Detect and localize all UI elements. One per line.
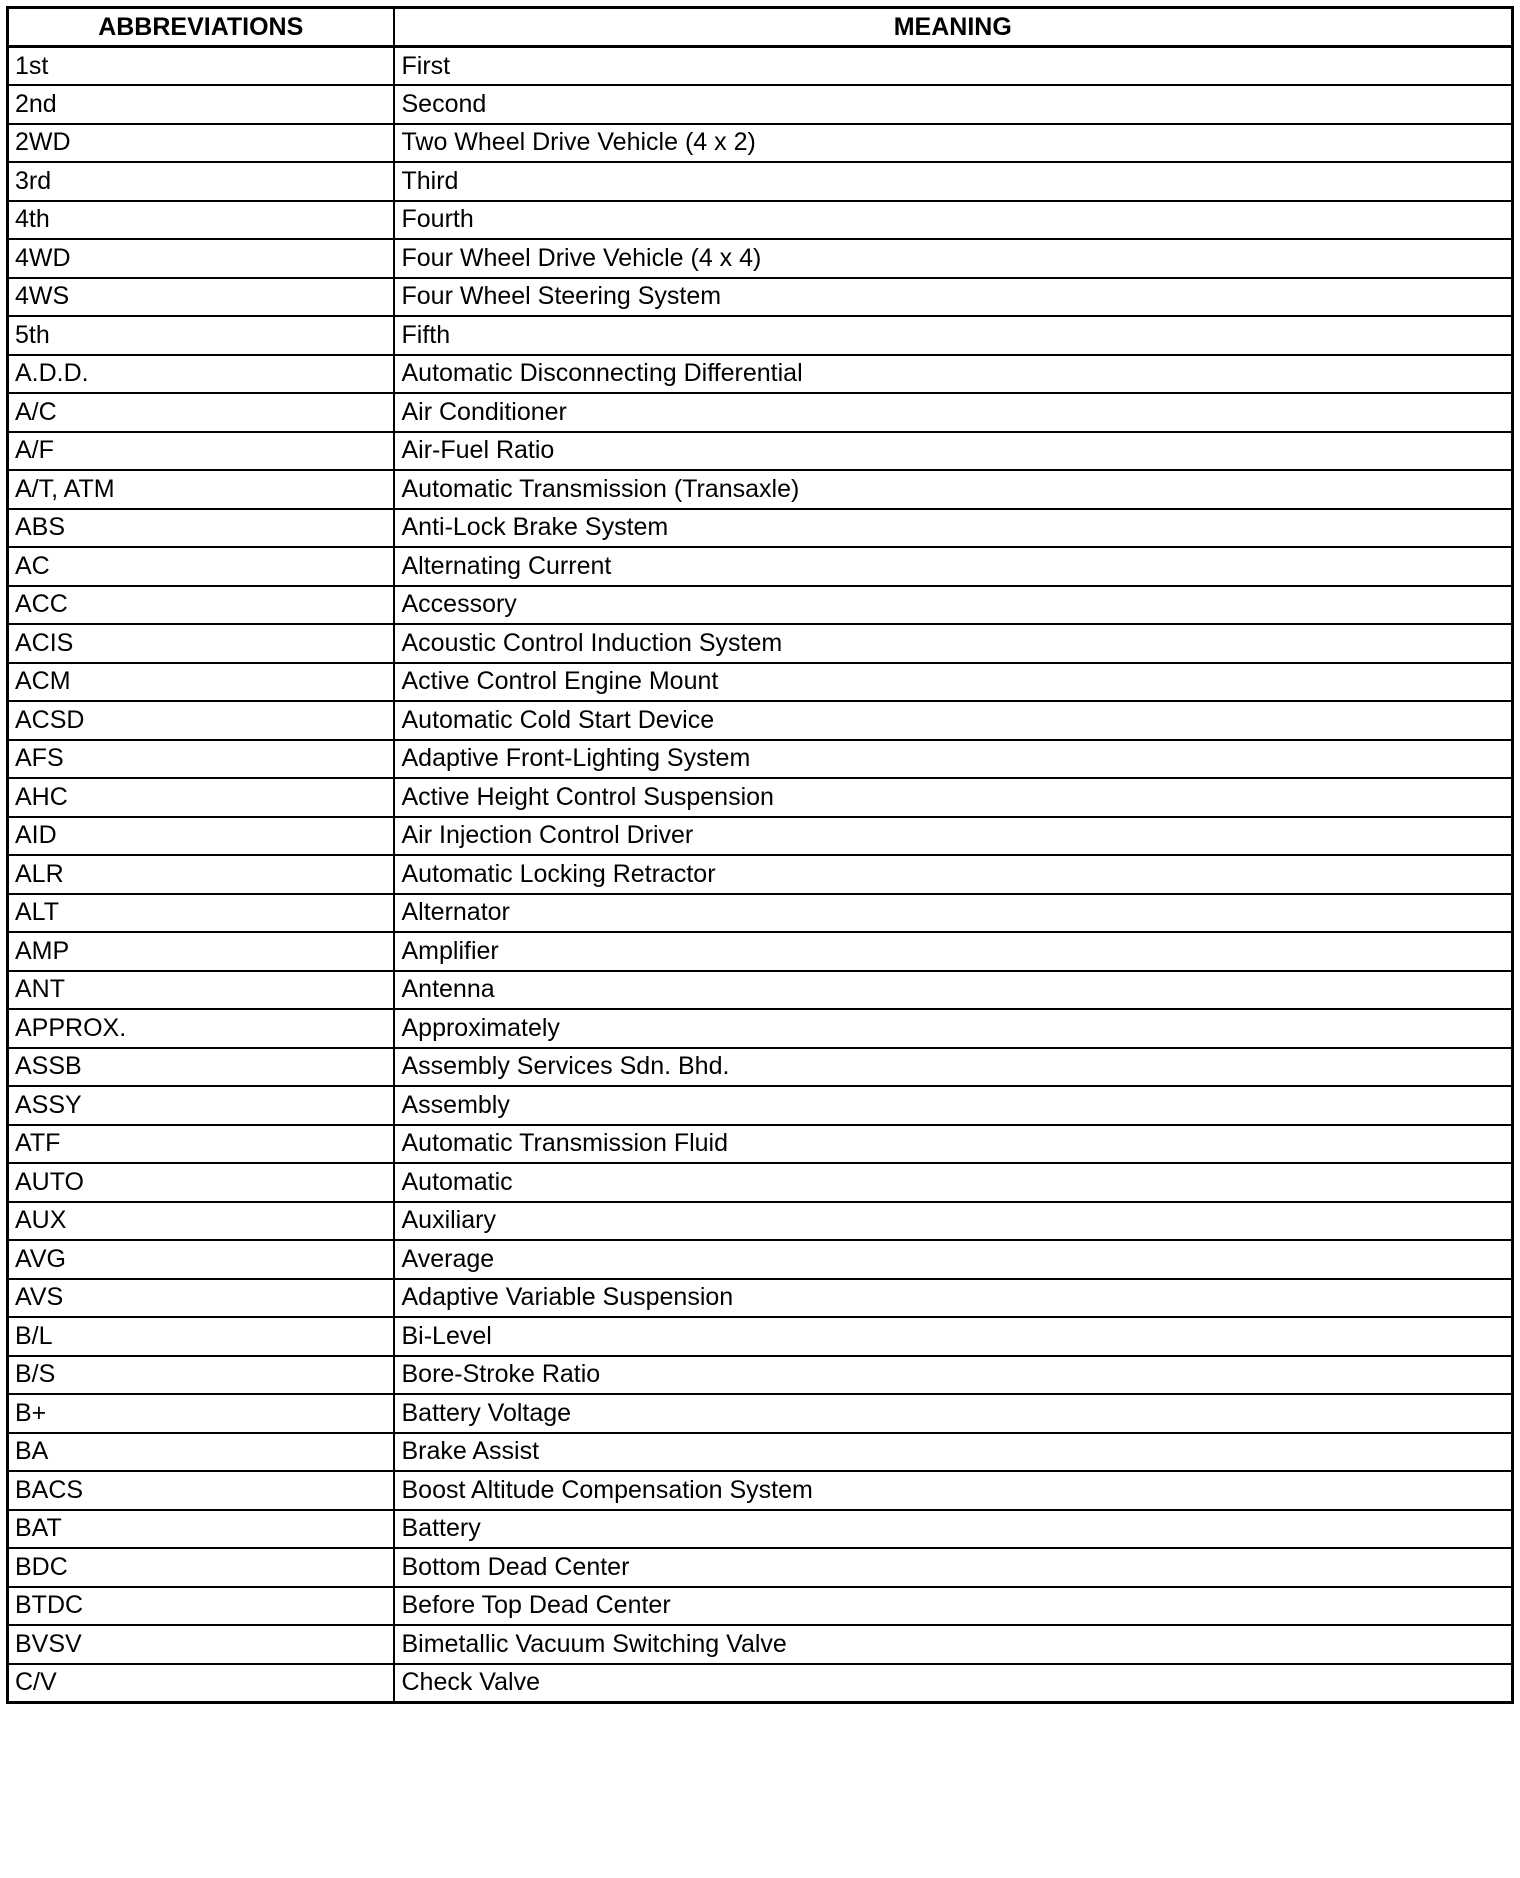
- table-row: [8, 778, 1513, 817]
- meaning-cell: Second: [394, 85, 1513, 124]
- meaning-cell: Adaptive Front-Lighting System: [394, 740, 1513, 779]
- table-row: [8, 663, 1513, 702]
- abbreviation-cell: 4th: [8, 201, 394, 240]
- table-row: [8, 817, 1513, 856]
- abbreviation-cell: ABS: [8, 509, 394, 548]
- table-row: [8, 124, 1513, 163]
- meaning-cell: Before Top Dead Center: [394, 1587, 1513, 1626]
- meaning-cell: Acoustic Control Induction System: [394, 624, 1513, 663]
- table-row: [8, 1587, 1513, 1626]
- abbreviation-cell: A/F: [8, 432, 394, 471]
- table-row: [8, 1317, 1513, 1356]
- abbreviation-cell: C/V: [8, 1664, 394, 1703]
- abbreviation-cell: ASSB: [8, 1048, 394, 1087]
- table-row: [8, 1394, 1513, 1433]
- abbreviation-cell: AVS: [8, 1279, 394, 1318]
- table-row: [8, 1625, 1513, 1664]
- table-row: [8, 701, 1513, 740]
- meaning-cell: Fifth: [394, 316, 1513, 355]
- table-row: [8, 393, 1513, 432]
- table-row: [8, 855, 1513, 894]
- abbreviation-cell: ACC: [8, 586, 394, 625]
- table-row: [8, 162, 1513, 201]
- table-row: [8, 1356, 1513, 1395]
- meaning-cell: First: [394, 47, 1513, 86]
- abbreviation-cell: 4WS: [8, 278, 394, 317]
- meaning-cell: Active Height Control Suspension: [394, 778, 1513, 817]
- table-body: [8, 47, 1513, 1703]
- abbreviation-cell: A/T, ATM: [8, 470, 394, 509]
- abbreviation-cell: AHC: [8, 778, 394, 817]
- table-row: [8, 1279, 1513, 1318]
- abbreviation-cell: 2WD: [8, 124, 394, 163]
- meaning-cell: Alternating Current: [394, 547, 1513, 586]
- table-row: [8, 1202, 1513, 1241]
- abbreviation-cell: 4WD: [8, 239, 394, 278]
- abbreviation-cell: ACSD: [8, 701, 394, 740]
- abbreviation-cell: BVSV: [8, 1625, 394, 1664]
- table-row: [8, 278, 1513, 317]
- meaning-cell: Approximately: [394, 1009, 1513, 1048]
- meaning-cell: Bottom Dead Center: [394, 1548, 1513, 1587]
- abbreviation-cell: ANT: [8, 971, 394, 1010]
- table-row: [8, 1240, 1513, 1279]
- table-row: [8, 47, 1513, 86]
- table-row: [8, 1086, 1513, 1125]
- table-row: [8, 509, 1513, 548]
- abbreviation-cell: B/S: [8, 1356, 394, 1395]
- meaning-cell: Active Control Engine Mount: [394, 663, 1513, 702]
- meaning-cell: Fourth: [394, 201, 1513, 240]
- table-row: [8, 1510, 1513, 1549]
- table-row: [8, 740, 1513, 779]
- meaning-cell: Two Wheel Drive Vehicle (4 x 2): [394, 124, 1513, 163]
- abbreviation-cell: ASSY: [8, 1086, 394, 1125]
- meaning-cell: Four Wheel Steering System: [394, 278, 1513, 317]
- abbreviation-cell: BAT: [8, 1510, 394, 1549]
- meaning-cell: Amplifier: [394, 932, 1513, 971]
- meaning-cell: Average: [394, 1240, 1513, 1279]
- meaning-cell: Battery: [394, 1510, 1513, 1549]
- meaning-cell: Automatic Disconnecting Differential: [394, 355, 1513, 394]
- table-row: [8, 1548, 1513, 1587]
- abbreviation-cell: 1st: [8, 47, 394, 86]
- abbreviation-cell: 5th: [8, 316, 394, 355]
- table-row: [8, 1125, 1513, 1164]
- meaning-cell: Air Conditioner: [394, 393, 1513, 432]
- abbreviation-cell: APPROX.: [8, 1009, 394, 1048]
- table-row: [8, 1433, 1513, 1472]
- abbreviation-cell: ALR: [8, 855, 394, 894]
- header-row: [8, 8, 1513, 47]
- table-row: [8, 470, 1513, 509]
- abbreviation-cell: ATF: [8, 1125, 394, 1164]
- meaning-cell: Four Wheel Drive Vehicle (4 x 4): [394, 239, 1513, 278]
- meaning-cell: Automatic Transmission Fluid: [394, 1125, 1513, 1164]
- meaning-cell: Third: [394, 162, 1513, 201]
- table-row: [8, 586, 1513, 625]
- meaning-cell: Battery Voltage: [394, 1394, 1513, 1433]
- abbreviation-cell: BACS: [8, 1471, 394, 1510]
- meaning-cell: Brake Assist: [394, 1433, 1513, 1472]
- table-row: [8, 1048, 1513, 1087]
- abbreviation-cell: AUX: [8, 1202, 394, 1241]
- table-row: [8, 239, 1513, 278]
- abbreviation-cell: A/C: [8, 393, 394, 432]
- abbreviations-column-header: ABBREVIATIONS: [8, 8, 394, 47]
- table-row: [8, 355, 1513, 394]
- meaning-cell: Alternator: [394, 894, 1513, 933]
- meaning-cell: Air Injection Control Driver: [394, 817, 1513, 856]
- abbreviation-cell: BA: [8, 1433, 394, 1472]
- meaning-cell: Accessory: [394, 586, 1513, 625]
- table-row: [8, 432, 1513, 471]
- meaning-cell: Boost Altitude Compensation System: [394, 1471, 1513, 1510]
- meaning-cell: Automatic: [394, 1163, 1513, 1202]
- meaning-cell: Bi-Level: [394, 1317, 1513, 1356]
- abbreviations-table: [6, 6, 1514, 1704]
- meaning-cell: Automatic Transmission (Transaxle): [394, 470, 1513, 509]
- abbreviation-cell: AMP: [8, 932, 394, 971]
- table-row: [8, 932, 1513, 971]
- abbreviation-cell: ACIS: [8, 624, 394, 663]
- abbreviation-cell: AFS: [8, 740, 394, 779]
- table-row: [8, 316, 1513, 355]
- abbreviations-document: [6, 6, 1511, 1704]
- abbreviation-cell: ACM: [8, 663, 394, 702]
- abbreviation-cell: B/L: [8, 1317, 394, 1356]
- meaning-cell: Air-Fuel Ratio: [394, 432, 1513, 471]
- meaning-column-header: MEANING: [394, 8, 1513, 47]
- abbreviation-cell: BDC: [8, 1548, 394, 1587]
- meaning-cell: Adaptive Variable Suspension: [394, 1279, 1513, 1318]
- meaning-cell: Auxiliary: [394, 1202, 1513, 1241]
- table-row: [8, 894, 1513, 933]
- abbreviation-cell: BTDC: [8, 1587, 394, 1626]
- meaning-cell: Bimetallic Vacuum Switching Valve: [394, 1625, 1513, 1664]
- table-row: [8, 547, 1513, 586]
- meaning-cell: Assembly: [394, 1086, 1513, 1125]
- table-header: [8, 8, 1513, 47]
- table-row: [8, 971, 1513, 1010]
- meaning-cell: Automatic Cold Start Device: [394, 701, 1513, 740]
- table-row: [8, 1664, 1513, 1703]
- abbreviation-cell: AUTO: [8, 1163, 394, 1202]
- table-row: [8, 1163, 1513, 1202]
- abbreviation-cell: 2nd: [8, 85, 394, 124]
- abbreviation-cell: AC: [8, 547, 394, 586]
- table-row: [8, 1471, 1513, 1510]
- table-row: [8, 624, 1513, 663]
- abbreviation-cell: A.D.D.: [8, 355, 394, 394]
- meaning-cell: Antenna: [394, 971, 1513, 1010]
- abbreviation-cell: B+: [8, 1394, 394, 1433]
- meaning-cell: Automatic Locking Retractor: [394, 855, 1513, 894]
- meaning-cell: Anti-Lock Brake System: [394, 509, 1513, 548]
- meaning-cell: Bore-Stroke Ratio: [394, 1356, 1513, 1395]
- table-row: [8, 1009, 1513, 1048]
- table-row: [8, 85, 1513, 124]
- table-row: [8, 201, 1513, 240]
- abbreviation-cell: ALT: [8, 894, 394, 933]
- abbreviation-cell: 3rd: [8, 162, 394, 201]
- abbreviation-cell: AID: [8, 817, 394, 856]
- meaning-cell: Assembly Services Sdn. Bhd.: [394, 1048, 1513, 1087]
- abbreviation-cell: AVG: [8, 1240, 394, 1279]
- meaning-cell: Check Valve: [394, 1664, 1513, 1703]
